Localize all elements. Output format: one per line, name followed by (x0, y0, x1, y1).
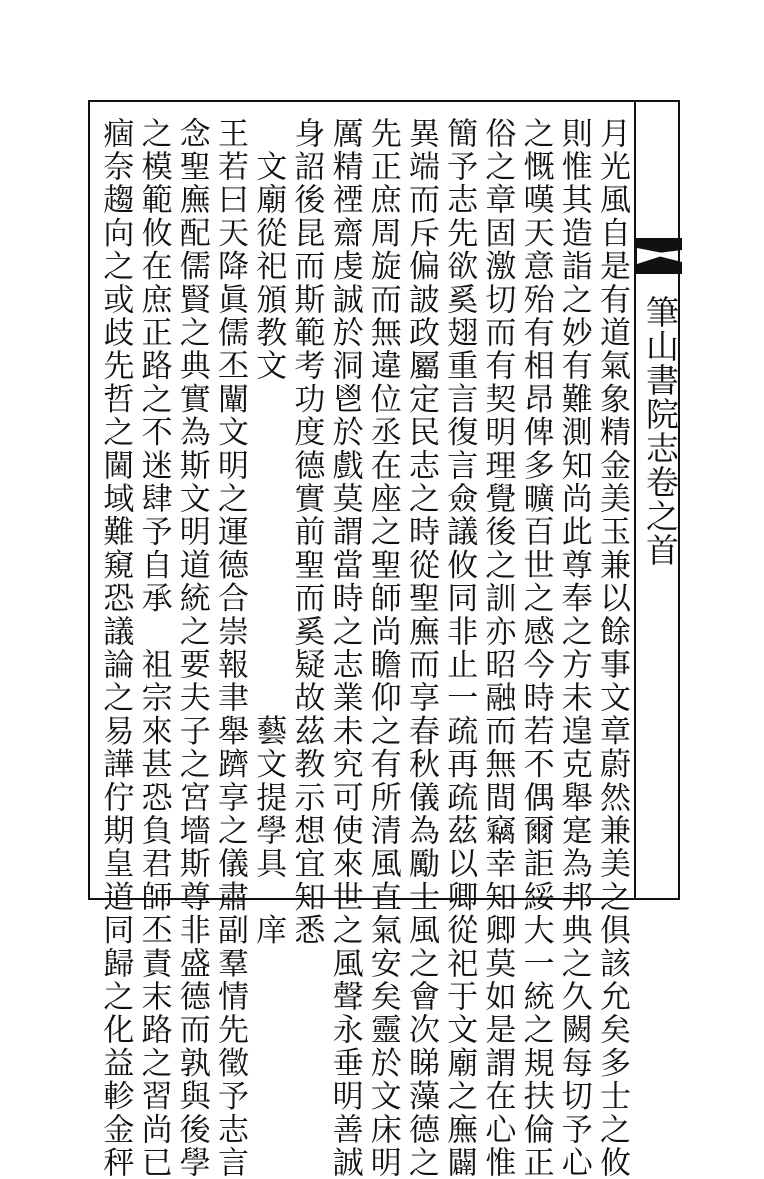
text-column: 則惟其造詣之妙有難測知尚此尊奉之方未遑克舉寔為邦典之久闕每切予心 (555, 117, 592, 1179)
fish-tail-margin (636, 100, 680, 900)
text-column: 月光風自是有道氣象精金美玉兼以餘事文章蔚然兼美之俱該允矣多士之攸 (594, 117, 630, 1179)
text-column: 先正庶周旋而無違位丞在座之聖師尚瞻仰之有所清風直氣安矣靈於文床明 (364, 117, 401, 1179)
text-column: 俗之章固激切而有契明理覺後之訓亦昭融而無間竊幸知卿莫如是謂在心惟 (479, 117, 516, 1179)
text-column: 念聖廡配儒賢之典實為斯文明道統之要夫子之宮墻斯尊非盛德而孰與後學 (173, 117, 210, 1179)
text-column: 之慨嘆天意殆有相昂俾多曠百世之感今時若不偶爾詎綏大一統之規扶倫正 (517, 117, 554, 1179)
book-title: 筆山書院志卷之首 (641, 295, 680, 567)
section-heading-column: 文廟從祀頒教文 藝文提學具 庠 (250, 117, 287, 947)
fish-tail-icon (634, 238, 682, 274)
text-column: 厲精禋齋虔誠於洞鬯於戲莫謂當時之志業未究可使來世之風聲永垂明善誠 (326, 117, 363, 1179)
text-column: 之模範攸在庶正路之不迷肆予自承 祖宗來甚恐負君師丕責末路之習尚已 (135, 117, 172, 1179)
text-column: 身詔後昆而斯範考功度德實前聖而奚疑故茲教示想宜知悉 (288, 117, 325, 947)
text-column: 王若曰天降眞儒丕闡文明之運德合崇報聿舉躋享之儀肅副羣情先徵予志言 (212, 117, 248, 1179)
text-column: 痼奈趨向之或歧先哲之閫域難窺恐議論之易譁佇期皇道同歸之化益軫金秤 (97, 117, 134, 1179)
text-column: 異端而斥偏詖政屬定民志之時從聖廡而享春秋儀為勵士風之會次睇藻德之 (403, 117, 439, 1179)
text-column: 簡予志先欲奚翅重言復言僉議攸同非止一疏再疏茲以卿從祀于文廟之廡闢 (441, 117, 478, 1179)
